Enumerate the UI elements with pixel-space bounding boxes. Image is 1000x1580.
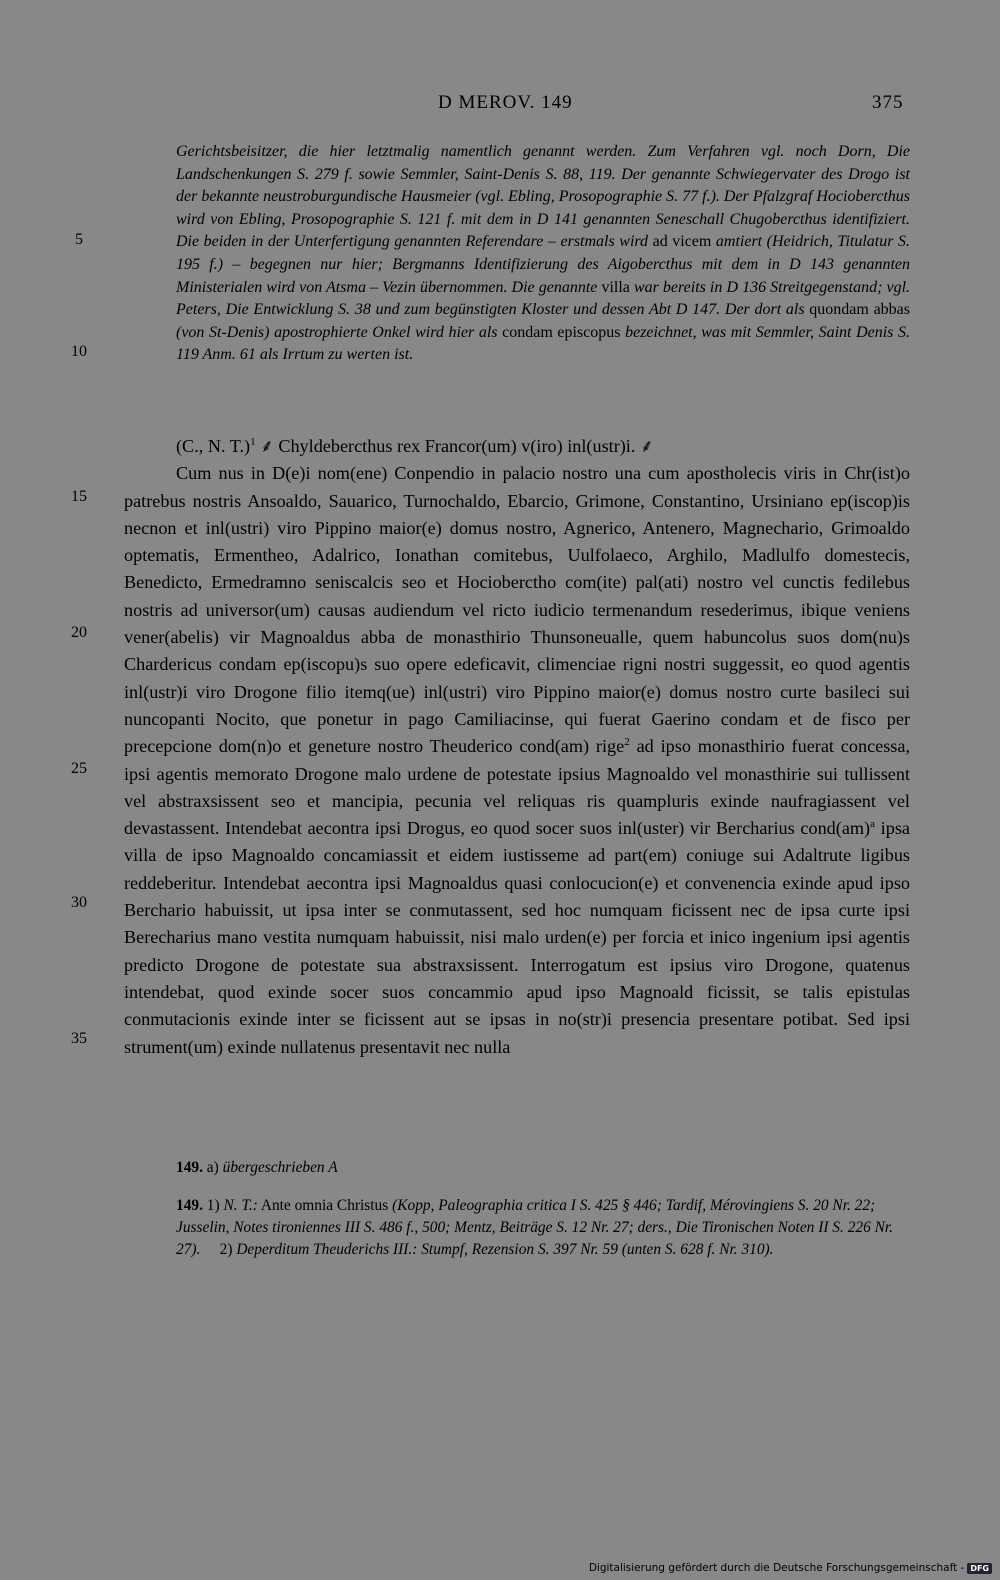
apparatus [176,1157,910,1261]
intro-latin-term: ad vicem [652,233,712,251]
note-number: 149. [176,1159,203,1176]
charter-body [124,460,910,1061]
funding-footer [589,1560,992,1576]
intro-text: Gerichtsbeisitzer, die hier letztmalig namentlich genannt werden. Zum Verfahren vgl. noch Dorn, Die Landschenkungen S. 279 f. sowie Semmler, Saint-Denis S. 88, 119. Der genannte Schwiegervater des Drogo ist der bekannte neustroburgundische Hausmeier (vgl. Ebling, Prosopographie S. 77 f.). Der Pfalzgraf Hociobercthus wird von Ebling, Prosopographie S. 121 f. mit dem in D 141 genannten Seneschall Chugobercthus identifiziert. Die beiden in der Unterfertigung genannten Referendare – erstmals wird [176,143,910,251]
line-number: 20 [71,624,87,641]
intro-text: bezeichnet, was mit Semmler, Saint Denis S. 119 Anm. 61 als Irrtum zu werten ist. [176,323,911,364]
intro-text: (von St-Denis) apostrophierte Onkel wird hier als [176,323,498,341]
line-number: 35 [71,1030,87,1047]
line-number: 10 [71,343,87,360]
line-number: 5 [75,231,83,248]
footnote-text: N. T.: [223,1197,258,1214]
charter-protocol [124,433,910,460]
charter-text [124,433,910,1061]
intro-text: war bereits in D 136 Streitgegenstand; vgl. Peters, Die Entwicklung S. 38 und zum begünstigten Kloster und dessen Abt D 147. Der dort als [176,278,911,319]
intitulatio: ⸙ Chyldebercthus rex Francor(um) v(iro) inl(ustr)i. ⸙ [260,436,654,456]
critical-apparatus [176,1157,910,1179]
line-number: 30 [71,894,87,911]
note-number: 149. [176,1197,203,1214]
running-head [0,92,1000,120]
charter-body-text: ad ipso monasthirio fuerat concessa, ipsi agentis memorato Drogone malo urdene de potestate ipsius Magnoaldo vel monasthirie sui tullissent vel abstraxsissent seo et mancipia, pecunia vel reliquas ris quampluris exinde naufragiassent vel devastassent. Intendebat aecontra ipsi Drogus, eo quod socer suos inl(uster) vir Bercharius cond(am) [124,736,910,839]
footnote-marker: 1) [206,1197,220,1214]
intro-latin-term: villa [601,278,630,296]
charter-body-text: Cum nus in D(e)i nom(ene) Conpendio in palacio nostro una cum apostholecis viris in Chr(ist)o patrebus nostris Ansoaldo, Sauarico, Turnochaldo, Ebarcio, Grimone, Constantino, Ursiniano ep(iscop)is necnon et inl(ustri) viro Pippino maior(e) domus nostro, Agnerico, Antenero, Magnechario, Grimoaldo optematis, Ermentheo, Adalrico, Ionathan comitebus, Uulfolaeco, Arghilo, Madlulfo domestecis, Benedicto, Ermedramno seniscalcis seo et Hocioberctho com(ite) pal(ati) nostro vel cunctis fedilebus nostris ad universor(um) causas audiendum vel ricto iudicio termenandum resederimus, ibique veniens vener(abelis) vir Magnoaldus abba de monasthirio Thunsoneualle, quem habuncolus suos dom(nu)s Chardericus condam ep(iscopu)s suo opere edeficavit, climenciae rigni nostri suggessit, eo quod agentis inl(ustr)i viro Drogone filio itemq(ue) inl(ustri) viro Pippino maior(e) domus nostro curte basileci sui nuncopanti Nocito, que ponetur in pago Camiliacinse, qui fuerat Gaerino condam et de fisco per precepcione dom(n)o et geneture nostro Theuderico cond(am) rige [124,463,910,757]
footnote-text: Deperditum Theuderichs III.: Stumpf, Rezension S. 397 Nr. 59 (unten S. 628 f. Nr. 310). [236,1241,774,1258]
charter-body-text: ipsa villa de ipso Magnoaldo concamiassit et eidem iustisseme ad part(em) coniuge sui Adaltrute ligibus reddeberitur. Intendebat aecontra ipsi Magnoaldus quasi conlocucion(e) et convenencia exinde apud ipso Berchario habuissit, ut ipsa inter se conmutassent, sed hoc numquam ficissent nec de ipsa curte ipsi Berecharius mano vestita numquam habuissit, nisi malo urden(e) per forcia et inico ingenium ipsi agentis predicto Drogone de potestate sua abstraxsissent. Interrogatum est ipsius viro Drogone, quatenus intendebat, quod exinde socer suos concammio apud ipso Magnoald ficissit, se talis epistulas conmutacionis exinde inter se ficissent aut se ipsas in no(str)i presencia presentare potibat. Sed ipsi strument(um) exinde nullatenus presentavit nec nulla [124,818,910,1057]
footnote-ref: 1 [250,435,256,448]
line-number: 25 [71,760,87,777]
page-number: 375 [872,92,904,113]
critical-note-text: übergeschrieben A [222,1159,338,1176]
line-number: 15 [71,488,87,505]
footnote-marker: 2) [219,1241,233,1258]
intro-latin-term: quondam abbas [809,301,910,319]
running-title: D MEROV. 149 [438,92,573,113]
intro-latin-term: condam episcopus [502,323,621,341]
footnote-text: Ante omnia Christus [260,1197,389,1214]
intro-text: amtiert (Heidrich, Titulatur S. 195 f.) – begegnen nur hier; Bergmanns Identifizierung des Aigobercthus mit dem in D 143 genannten Ministerialen wird von Atsma – Vezin übernommen. Die genannte [176,233,911,296]
chrismon-notes: (C., N. T.) [176,436,251,456]
critical-note-ref: a [870,818,875,831]
preliminary-remark [176,141,910,367]
footnotes [176,1195,910,1261]
footnote-ref: 2 [624,736,630,749]
note-letter: a) [206,1159,219,1176]
footnote-text: (Kopp, Paleographia critica I S. 425 § 446; Tardif, Mérovingiens S. 20 Nr. 22; Jusselin, Notes tironiennes III S. 486 f., 500; Mentz, Beiträge S. 12 Nr. 27; ders., Die Tironischen Noten II S. 226 Nr. 27). [176,1197,894,1258]
dfg-logo: DFG [967,1563,992,1574]
footer-text: Digitalisierung gefördert durch die Deutsche Forschungsgemeinschaft - [588,1562,965,1574]
